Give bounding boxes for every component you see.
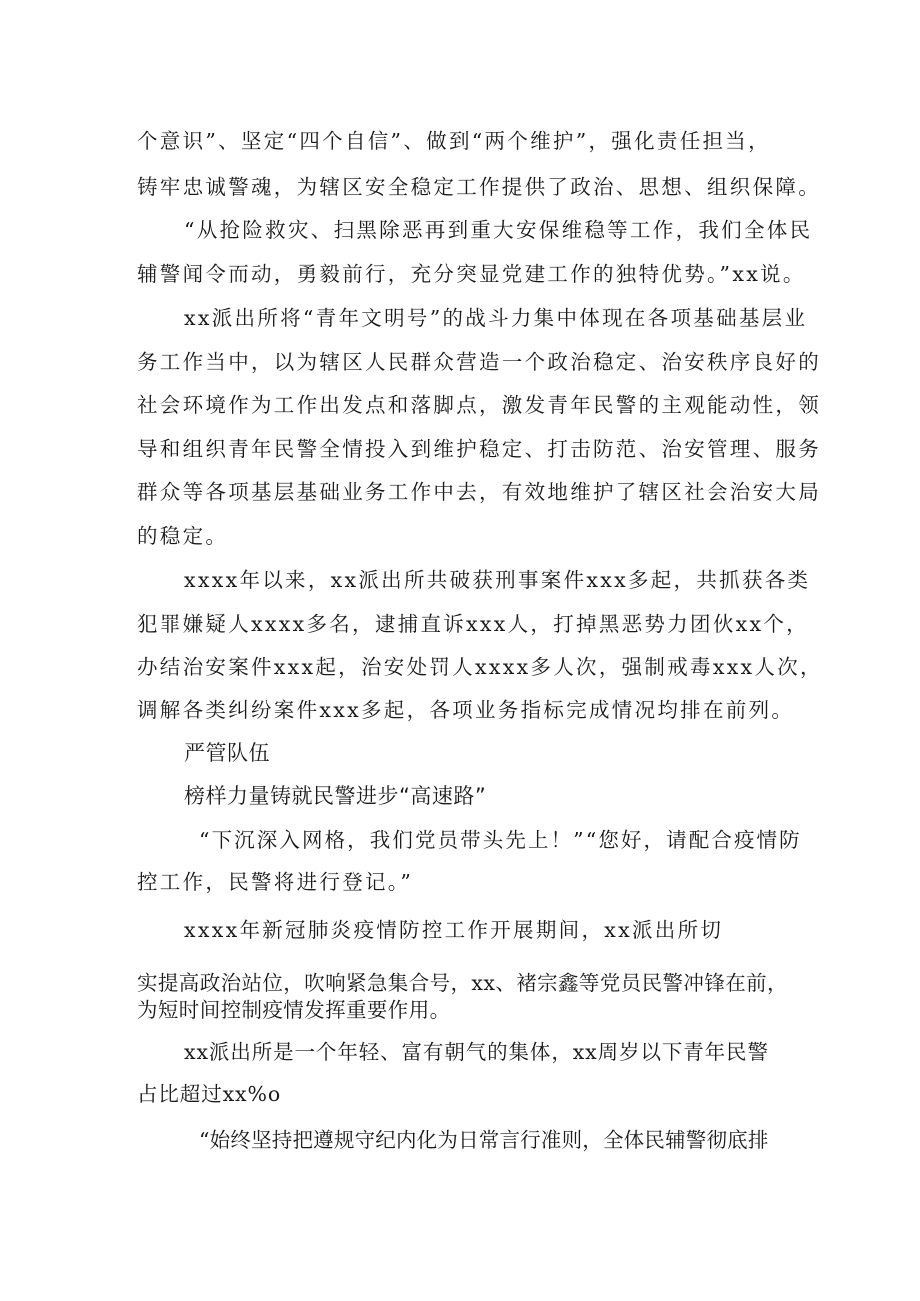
text-line: “始终坚持把遵规守纪内化为日常言行准则，全体民辅警彻底排 (199, 1128, 769, 1152)
text-line: xx派出所是一个年轻、富有朝气的集体，xx周岁以下青年民警 (184, 1040, 769, 1064)
section-subheading: 榜样力量铸就民警进步“高速路” (184, 784, 487, 808)
text-line: 个意识”、坚定“四个自信”、做到“两个维护”，强化责任担当， (137, 129, 771, 153)
text-line: 调解各类纠纷案件xxx多起，各项业务指标完成情况均排在前列。 (137, 698, 795, 722)
text-line: 社会环境作为工作出发点和落脚点，激发青年民警的主观能动性，领 (137, 393, 821, 417)
text-line: 铸牢忠诚警魂，为辖区安全稳定工作提供了政治、思想、组织保障。 (137, 175, 821, 199)
text-line: 占比超过xx%o (137, 1082, 282, 1106)
text-line: 实提高政治站位，吹响紧急集合号，xx、褚宗鑫等党员民警冲锋在前， (137, 971, 788, 995)
text-line: xx派出所将“青年文明号”的战斗力集中体现在各项基础基层业 (184, 306, 808, 330)
text-line: “从抢险救灾、扫黑除恶再到重大安保维稳等工作，我们全体民 (184, 218, 813, 242)
text-line: xxxx年以来，xx派出所共破获刑事案件xxx多起，共抓获各类 (184, 568, 811, 592)
text-line: “下沉深入网格，我们党员带头先上！”“您好，请配合疫情防 (199, 828, 802, 852)
text-line: 控工作，民警将进行登记。” (137, 870, 414, 894)
text-line: 为短时间控制疫情发挥重要作用。 (137, 998, 451, 1022)
text-line: 的稳定。 (137, 524, 229, 548)
text-line: 办结治安案件xxx起，治安处罚人xxxx多人次，强制戒毒xxx人次， (137, 655, 823, 679)
text-line: 导和组织青年民警全情投入到维护稳定、打击防范、治安管理、服务 (137, 437, 821, 461)
text-line: 犯罪嫌疑人xxxx多名，逮捕直诉xxx人，打掉黑恶势力团伙xx个， (137, 612, 809, 636)
text-line: 务工作当中，以为辖区人民群众营造一个政治稳定、治安秩序良好的 (137, 350, 821, 374)
text-line: 辅警闻令而动，勇毅前行，充分突显党建工作的独特优势。”xx说。 (137, 262, 806, 286)
text-line: 群众等各项基层基础业务工作中去，有效地维护了辖区社会治安大局 (137, 480, 821, 504)
section-heading: 严管队伍 (184, 741, 270, 765)
text-line: xxxx年新冠肺炎疫情防控工作开展期间，xx派出所切 (184, 918, 724, 942)
